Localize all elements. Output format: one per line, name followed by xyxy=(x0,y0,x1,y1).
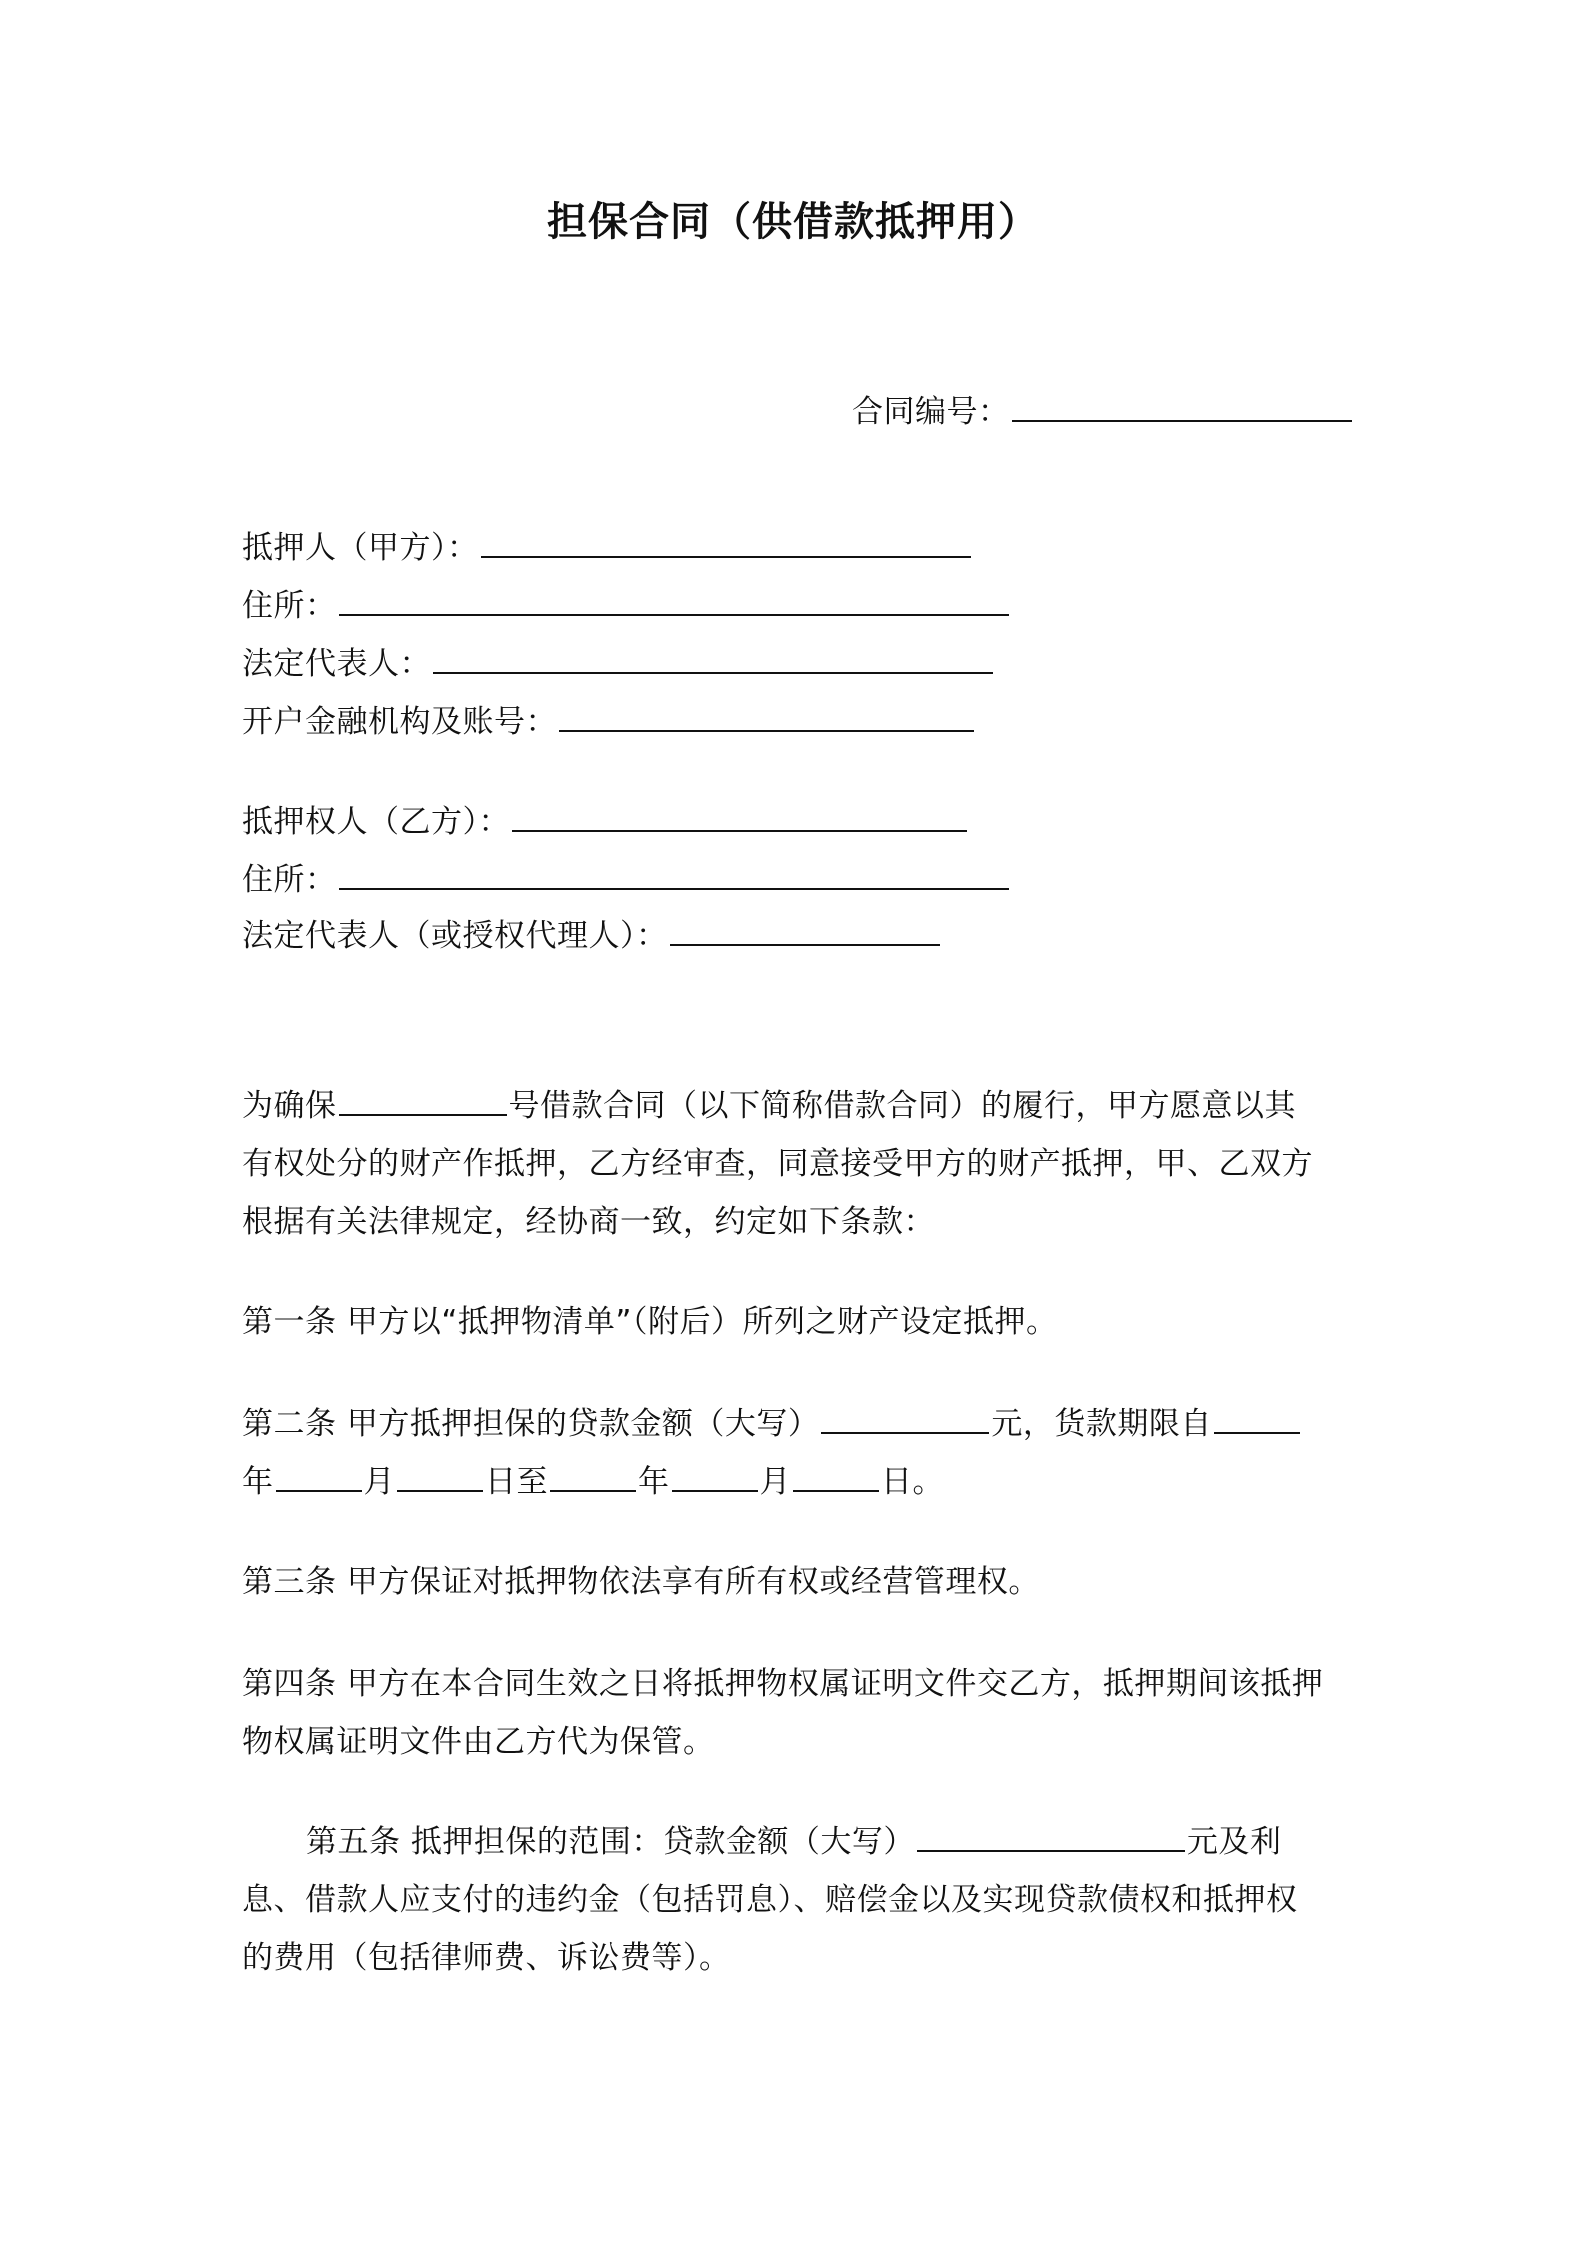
preamble-text: 为确保 xyxy=(242,1088,337,1124)
party-a-bank-line xyxy=(242,702,976,742)
party-a-name-label: 抵押人（甲方）： xyxy=(242,530,479,566)
article-5-text: 第五条 抵押担保的范围：贷款金额（大写） xyxy=(306,1824,915,1860)
party-b-name-line xyxy=(242,802,969,842)
party-b-name-label: 抵押权人（乙方）： xyxy=(242,804,510,840)
preamble-line-1 xyxy=(242,1086,1296,1126)
party-a-name-blank xyxy=(481,528,971,558)
article-3: 第三条 甲方保证对抵押物依法享有所有权或经营管理权。 xyxy=(242,1564,1040,1600)
party-b-name-blank xyxy=(512,802,967,832)
party-a-address-line xyxy=(242,586,1011,626)
document-title: 担保合同（供借款抵押用） xyxy=(547,199,1039,245)
party-a-bank-label: 开户金融机构及账号： xyxy=(242,704,557,740)
party-a-legal-rep-blank xyxy=(433,644,993,674)
end-day-blank xyxy=(793,1462,879,1492)
preamble-line-3: 根据有关法律规定，经协商一致，约定如下条款： xyxy=(242,1204,935,1240)
contract-number-blank xyxy=(1012,392,1352,422)
party-b-address-line xyxy=(242,860,1011,900)
preamble-line-2: 有权处分的财产作抵押，乙方经审查，同意接受甲方的财产抵押，甲、乙双方 xyxy=(242,1146,1313,1182)
loan-contract-number-blank xyxy=(339,1086,507,1116)
article-1: 第一条 甲方以“抵押物清单”（附后）所列之财产设定抵押。 xyxy=(242,1304,1058,1340)
party-b-legal-rep-blank xyxy=(670,916,940,946)
article-2-text: 元，货款期限自 xyxy=(991,1406,1212,1442)
end-month-blank xyxy=(672,1462,758,1492)
article-2-line-1 xyxy=(242,1404,1302,1444)
article-5-line-1 xyxy=(306,1822,1281,1862)
year-label: 年 xyxy=(638,1464,670,1500)
article-5-text: 元及利 xyxy=(1186,1824,1282,1860)
contract-number-label: 合同编号： xyxy=(852,394,1010,430)
article-5-line-3: 的费用（包括律师费、诉讼费等）。 xyxy=(242,1940,731,1976)
end-year-blank xyxy=(550,1462,636,1492)
contract-number-line xyxy=(852,392,1354,432)
party-a-address-blank xyxy=(339,586,1009,616)
party-a-legal-rep-label: 法定代表人： xyxy=(242,646,431,682)
start-day-blank xyxy=(397,1462,483,1492)
party-a-bank-blank xyxy=(559,702,974,732)
preamble-text: 号借款合同（以下简称借款合同）的履行，甲方愿意以其 xyxy=(508,1088,1296,1124)
party-a-address-label: 住所： xyxy=(242,588,337,624)
month-label: 月 xyxy=(759,1464,791,1500)
start-month-blank xyxy=(276,1462,362,1492)
party-a-name-line xyxy=(242,528,973,568)
start-year-blank xyxy=(1214,1404,1300,1434)
year-label: 年 xyxy=(242,1464,274,1500)
party-b-legal-rep-label: 法定代表人（或授权代理人）： xyxy=(242,918,668,954)
party-b-address-blank xyxy=(339,860,1009,890)
party-b-legal-rep-line xyxy=(242,916,942,956)
loan-amount-blank xyxy=(821,1404,989,1434)
article-2-line-2 xyxy=(242,1462,944,1502)
day-label: 日。 xyxy=(881,1464,944,1500)
party-b-address-label: 住所： xyxy=(242,862,337,898)
article-5-line-2: 息、借款人应支付的违约金（包括罚息）、赔偿金以及实现贷款债权和抵押权 xyxy=(242,1882,1298,1918)
guarantee-amount-blank xyxy=(917,1822,1185,1852)
day-to-label: 日至 xyxy=(485,1464,548,1500)
party-a-legal-rep-line xyxy=(242,644,995,684)
article-4-line-1: 第四条 甲方在本合同生效之日将抵押物权属证明文件交乙方，抵押期间该抵押 xyxy=(242,1666,1324,1702)
article-2-text: 第二条 甲方抵押担保的贷款金额（大写） xyxy=(242,1406,820,1442)
month-label: 月 xyxy=(363,1464,395,1500)
article-4-line-2: 物权属证明文件由乙方代为保管。 xyxy=(242,1724,715,1760)
